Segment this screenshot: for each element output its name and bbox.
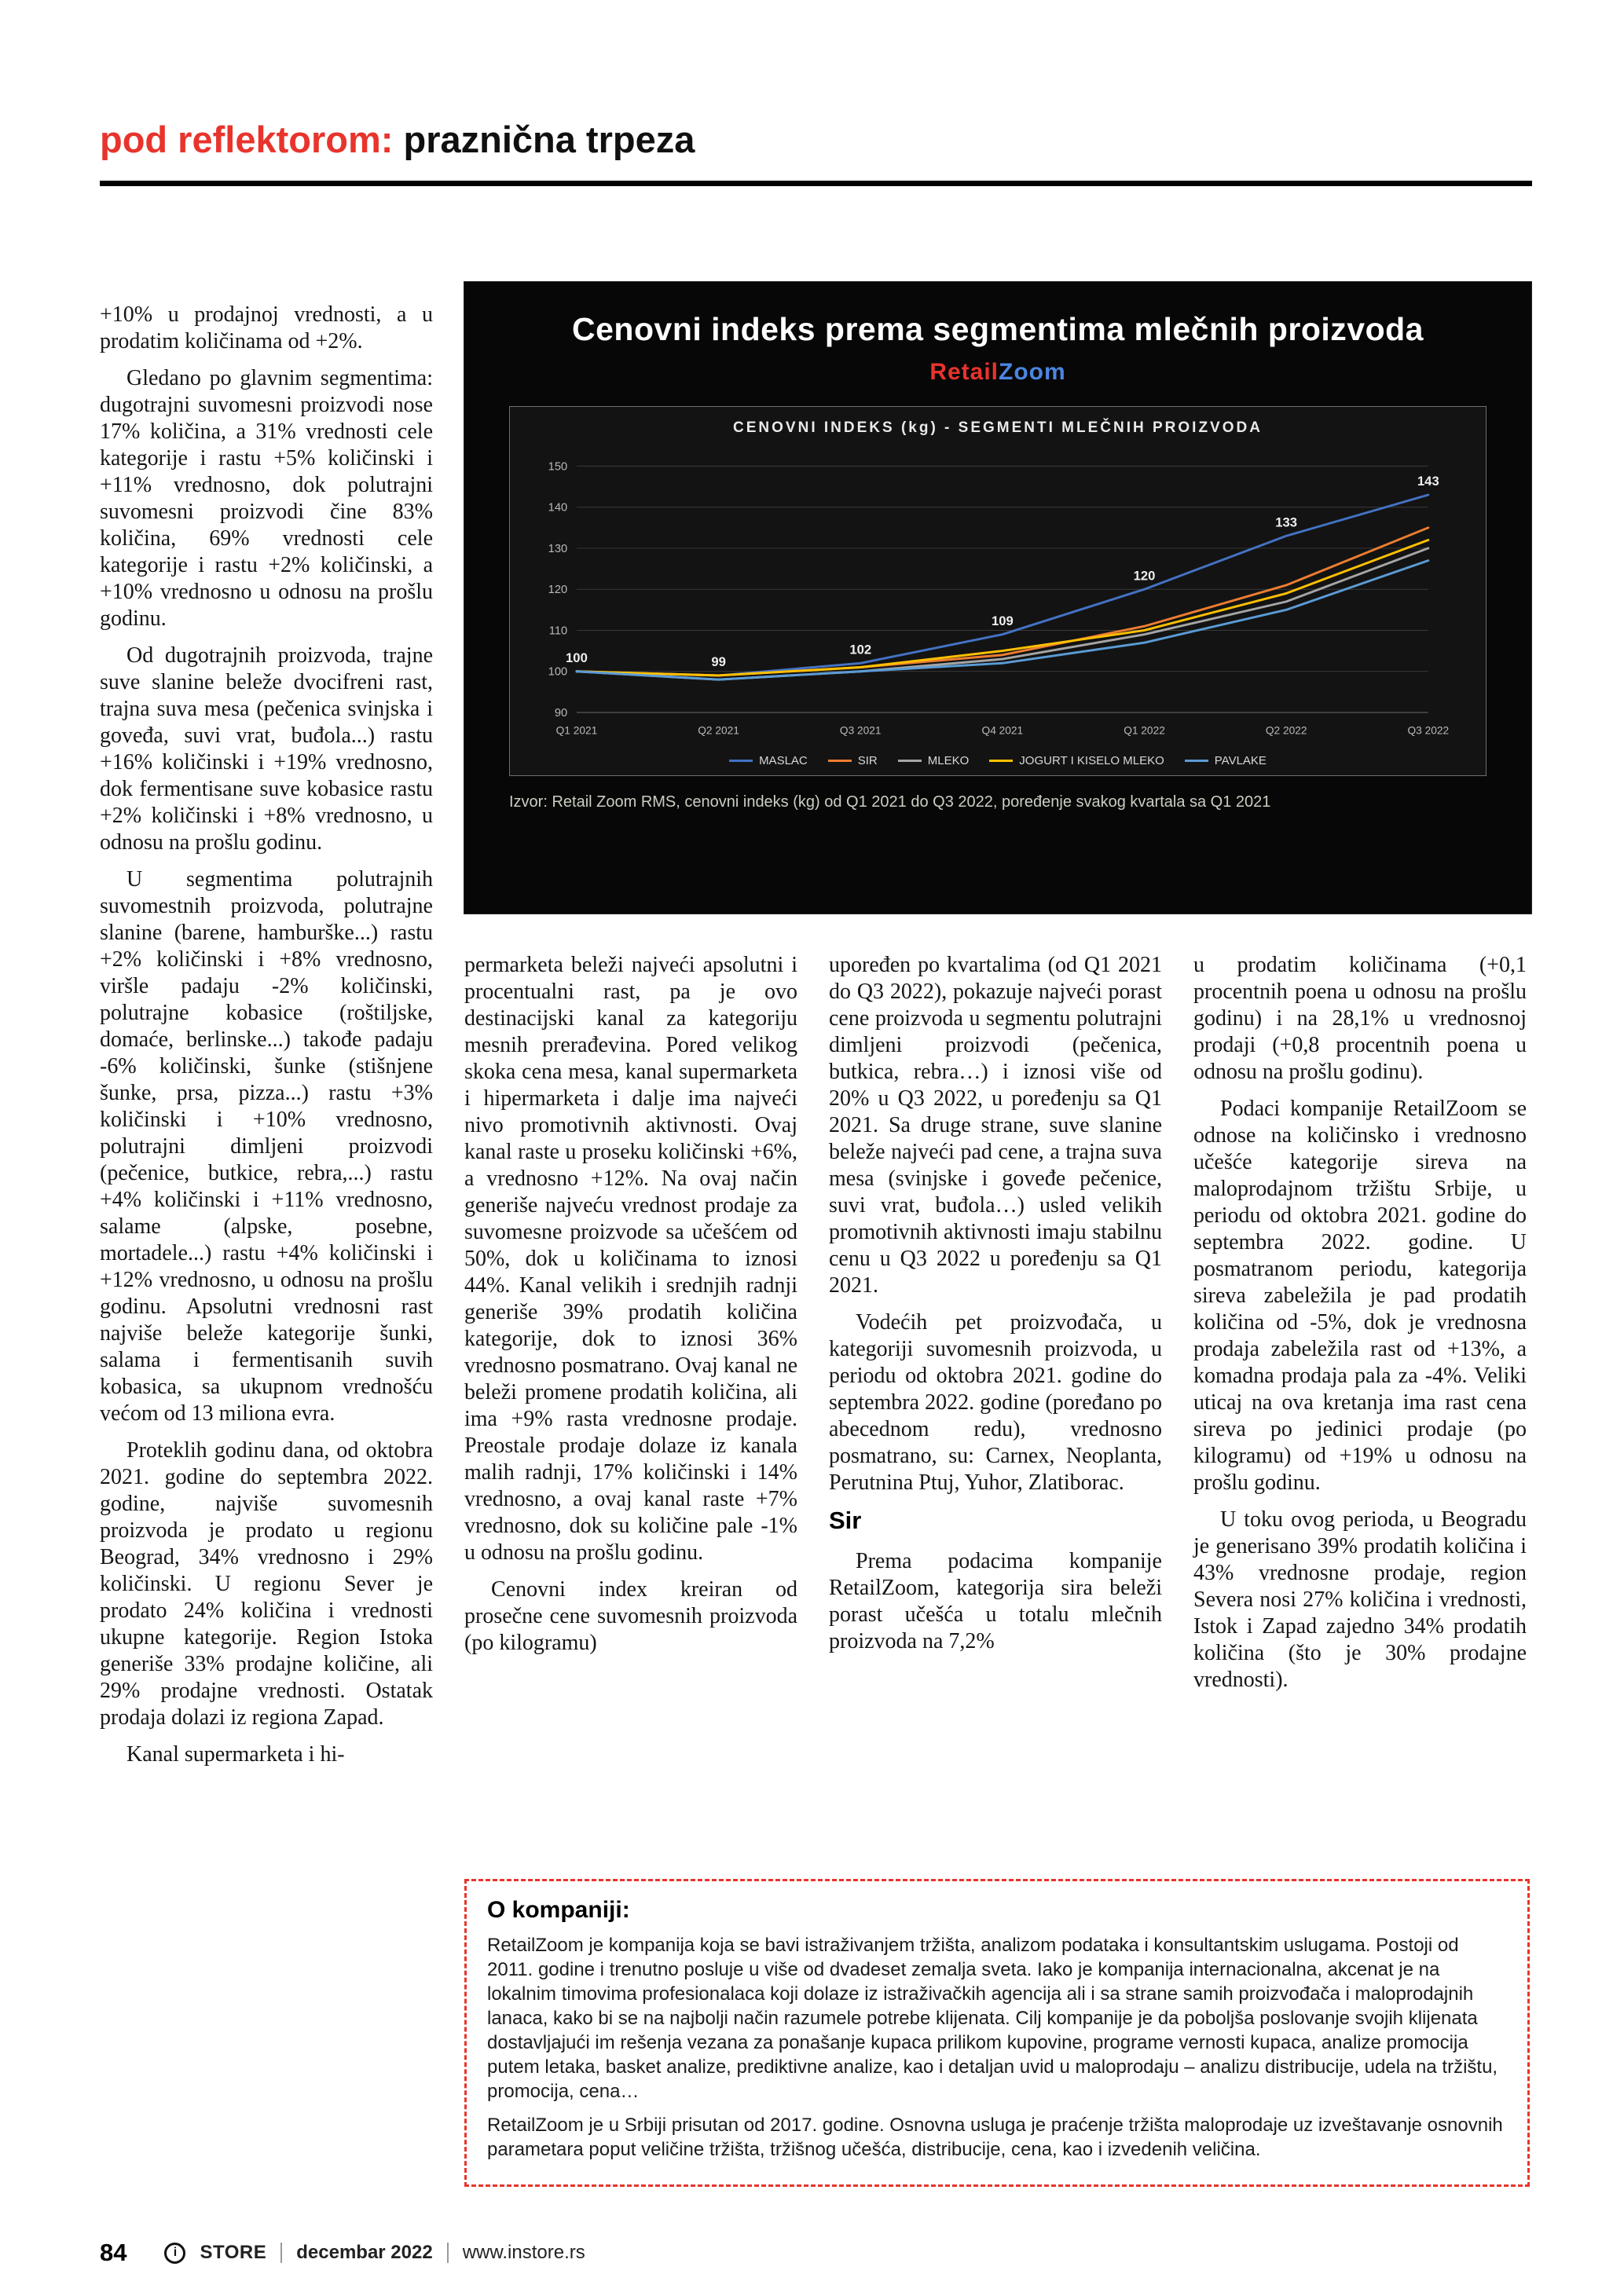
paragraph: U toku ovog perioda, u Beogradu je generisano 39% prodatih količina i 43% vrednosne prodaje, region Severa nosi 27% količina i vrednosti, Istok i Zapad zajedno 34% prodatih količina (što je 30% prodajne vrednosti). (1193, 1507, 1527, 1692)
footer-brand: STORE (200, 2242, 267, 2263)
legend-label: JOGURT I KISELO MLEKO (1019, 754, 1164, 767)
svg-text:120: 120 (548, 584, 568, 597)
svg-text:102: 102 (849, 642, 872, 657)
legend-item (989, 754, 1164, 767)
chart-plot-area (509, 406, 1487, 776)
legend-label: MLEKO (927, 754, 970, 767)
page-header (100, 118, 695, 161)
footer-website: www.instore.rs (462, 2242, 585, 2263)
text-column-4 (1193, 952, 1527, 1855)
paragraph: Vodećih pet proizvođača, u kategoriji suvomesnih proizvoda, u periodu od oktobra 2021. godine do septembra 2022. godine (poređano po abecednom redu), vrednosno posmatrano, su: Carnex, Neoplanta, Perutnina Ptuj, Yuhor, Zlatiborac. (829, 1310, 1162, 1495)
paragraph: u prodatim količinama (+0,1 procentnih poena u odnosu na prošlu godinu) i na 28,1% u vrednosnoj prodaji (+0,8 procentnih poena u odnosu na prošlu godinu). (1193, 953, 1527, 1084)
chart-subtitle: CENOVNI INDEKS (kg) - SEGMENTI MLEČNIH PROIZVODA (733, 419, 1263, 436)
legend-label: SIR (857, 754, 878, 767)
text-column-3 (829, 952, 1162, 1855)
paragraph: Podaci kompanije RetailZoom se odnose na količinsko i vrednosno učešće kategorije sireva na maloprodajnom tržištu Srbije, u periodu od oktobra 2021. godine do septembra 2022. godine. U posmatranom periodu, kategorija sireva zabeležila je pad prodatih količina od -5%, dok je vrednosna prodaja zabeležila rast od +13%, a komadna prodaja pala za -4%. Veliki uticaj na ova kretanja ima rast cena sireva po jedinici prodaje (po kilogramu) od +19% u odnosu na prošlu godinu. (1193, 1097, 1527, 1495)
paragraph: upoređen po kvartalima (od Q1 2021 do Q3 2022), pokazuje najveći porast cene proizvoda u segmentu polutrajni dimljeni proizvodi (pečenica, butkica, rebra…) i iznosi više od 20% u Q3 2022, u poređenju sa Q1 2021. Sa druge strane, suve slanine beleže najveći pad cene, a trajna suva mesa (svinjske i goveđe pečenice, suvi vrat, buđola…) usled velikih promotivnih aktivnosti imaju stabilnu cenu u Q3 2022 u poređenju sa Q1 2021. (829, 953, 1162, 1298)
paragraph: Cenovni index kreiran od prosečne cene suvomesnih proizvoda (po kilogramu) (464, 1577, 797, 1655)
paragraph: RetailZoom je kompanija koja se bavi istraživanjem tržišta, analizom podataka i konsultantskim uslugama. Postoji od 2011. godine i trenutno posluje u više od dvadeset zemalja sveta. Iako je kompanija internacionalna, akcenat je na lokalnim timovima profesionalaca koji dolaze iz istraživačkih agencija ali i sa strane samih proizvođača i maloprodajnih lanaca, kako bi se na najbolji način razumele potrebe klijenata. Cilj kompanije je da poboljša poslovanje svojih klijenata dostavljajući im rešenja vezana za ponašanje kupaca prilikom kupovine, programe vernosti kupaca, analize promocija putem letaka, basket analize, prediktivne analize, kao i detaljan uvid u maloprodaju – analizu distribucije, udela na tržištu, promocija, cena… (487, 1935, 1498, 2102)
text-column-1 (100, 302, 433, 2187)
legend-item (828, 754, 878, 767)
page-number: 84 (100, 2239, 127, 2266)
footer-divider (280, 2243, 282, 2263)
svg-text:100: 100 (566, 650, 588, 665)
svg-text:Q1 2021: Q1 2021 (555, 724, 598, 737)
retailzoom-logo (464, 359, 1532, 386)
paragraph: permarketa beleži najveći apsolutni i procentualni rast, pa je ovo destinacijski kanal za kategoriju mesnih prerađevina. Pored velikog skoka cena mesa, kanal supermarketa i hipermarketa i dalje ima najveći nivo promotivnih aktivnosti. Ovaj kanal raste u proseku količinski +6%, a vrednosno +12%. Na ovaj način generiše najveću vrednost prodaje za suvomesne proizvode sa učešćem od 50%, dok u količinama to iznosi 44%. Kanal velikih i srednjih radnji generiše 39% prodatih količina kategorije, dok to iznosi 36% vrednosno posmatrano. Ovaj kanal ne beleži promene prodatih količina, ali ima +9% rasta vrednosne prodaje. Preostale prodaje dolaze iz kanala malih radnji, 17% količinski i 14% vrednosno, a ovaj kanal raste +7% vrednosno, dok su količine pale -1% u odnosu na prošlu godinu. (464, 953, 797, 1565)
svg-text:Q3 2022: Q3 2022 (1407, 724, 1450, 737)
paragraph: U segmentima polutrajnih suvomestnih proizvoda, polutrajne slanine (barene, hamburške...) rastu +2% količinski i +8% vrednosno, viršle padaju -2% količinski, polutrajne kobasice (roštiljske, domaće, berlinske...) takođe padaju -6% količinski, šunke (stišnjene šunke, prsa, pizza...) rastu +3% količinski i +10% vrednosno, polutrajni dimljeni proizvodi (pečenice, butkice, rebra,...) rastu +4% količinski i +11% vrednosno, salame (alpske, posebne, mortadele...) rastu +4% količinski i +12% vrednosno, u odnosu na prošlu godinu. Apsolutni vrednosni rast najviše beleže kategorije šunki, salama i fermentisanih suvih kobasica, sa ukupnom vrednošću većom od 13 miliona evra. (100, 867, 433, 1426)
header-rule (100, 181, 1532, 186)
legend-label: PAVLAKE (1214, 754, 1267, 767)
section-heading-sir: Sir (829, 1507, 862, 1534)
text-column-2 (464, 952, 797, 1855)
paragraph: Gledano po glavnim segmentima: dugotrajni suvomesni proizvodi nose 17% količina, a 31% vrednosti cele kategorije i rastu +5% količinski i +11% vrednosno, dok polutrajni suvomesni proizvodi čine 83% količina, 69% vrednosti cele kategorije i rastu +2% količinski, a +10% vrednosno u odnosu na prošlu godinu. (100, 366, 433, 631)
svg-text:Q2 2021: Q2 2021 (698, 724, 739, 737)
legend-swatch (989, 760, 1013, 762)
svg-text:120: 120 (1133, 568, 1156, 584)
logo-zoom: Zoom (999, 359, 1066, 385)
chart-panel (464, 281, 1532, 914)
svg-text:133: 133 (1275, 514, 1298, 530)
legend-swatch (898, 760, 922, 762)
logo-retail: Retail (929, 359, 999, 385)
about-company-box (464, 1879, 1530, 2187)
page-footer (100, 2239, 585, 2267)
svg-text:140: 140 (548, 501, 568, 514)
paragraph: RetailZoom je u Srbiji prisutan od 2017. godine. Osnovna usluga je praćenje tržišta maloprodaje uz izveštavanje osnovnih parametara poput veličine tržišta, tržišnog učešća, distribucije, cena, kao i izvedenih veličina. (487, 2115, 1503, 2160)
page-title: praznična trpeza (403, 119, 695, 160)
paragraph: Od dugotrajnih proizvoda, trajne suve slanine beleže dvocifreni rast, trajna suva mesa (pečenica svinjska i goveđa, suvi vrat, buđola...) rastu +16% količinski i +19% vrednosno, dok fermentisane suve kobasice rastu +2% količinski i +8% vrednosno, u odnosu na prošlu godinu. (100, 643, 433, 855)
chart-title: Cenovni indeks prema segmentima mlečnih proizvoda (572, 311, 1424, 347)
footer-issue: decembar 2022 (296, 2242, 433, 2263)
header-kicker: pod reflektorom: (100, 119, 394, 160)
svg-text:Q4 2021: Q4 2021 (981, 724, 1024, 737)
legend-swatch (729, 760, 753, 762)
about-box-title: O kompaniji: (487, 1897, 630, 1923)
svg-text:Q1 2022: Q1 2022 (1124, 724, 1165, 737)
svg-text:100: 100 (548, 665, 568, 679)
paragraph: Kanal supermarketa i hi- (126, 1742, 345, 1767)
line-chart (521, 443, 1475, 751)
legend-item (898, 754, 970, 767)
svg-text:150: 150 (548, 460, 568, 474)
svg-text:143: 143 (1417, 474, 1439, 489)
paragraph: Proteklih godinu dana, od oktobra 2021. godine do septembra 2022. godine, najviše suvomesnih proizvoda je prodato u regionu Beograd, 34% vrednosno i 29% količinski. U regionu Sever je prodato 24% količina i vrednosti ukupne kategorije. Region Istoka generiše 33% prodajne količine, ali 29% prodajne vrednosti. Ostatak prodaja dolazi iz regiona Zapad. (100, 1438, 433, 1730)
svg-text:90: 90 (554, 706, 568, 720)
svg-text:99: 99 (711, 654, 726, 670)
paragraph: Prema podacima kompanije RetailZoom, kategorija sira beleži porast učešća u totalu mlečnih proizvoda na 7,2% (829, 1549, 1162, 1653)
svg-text:110: 110 (548, 624, 568, 638)
legend-item (729, 754, 808, 767)
chart-source-note: Izvor: Retail Zoom RMS, cenovni indeks (kg) od Q1 2021 do Q3 2022, poređenje svakog kvartala sa Q1 2021 (509, 793, 1271, 811)
paragraph: +10% u prodajnoj vrednosti, a u prodatim količinama od +2%. (100, 302, 433, 353)
footer-divider (447, 2243, 449, 2263)
legend-swatch (828, 760, 852, 762)
legend-swatch (1185, 760, 1208, 762)
chart-legend (521, 754, 1475, 767)
legend-label: MASLAC (759, 754, 808, 767)
svg-text:Q3 2021: Q3 2021 (839, 724, 882, 737)
legend-item (1185, 754, 1267, 767)
svg-text:Q2 2022: Q2 2022 (1265, 724, 1307, 737)
instore-logo-icon: i (164, 2243, 185, 2264)
svg-text:109: 109 (991, 613, 1014, 628)
svg-text:130: 130 (548, 542, 568, 555)
